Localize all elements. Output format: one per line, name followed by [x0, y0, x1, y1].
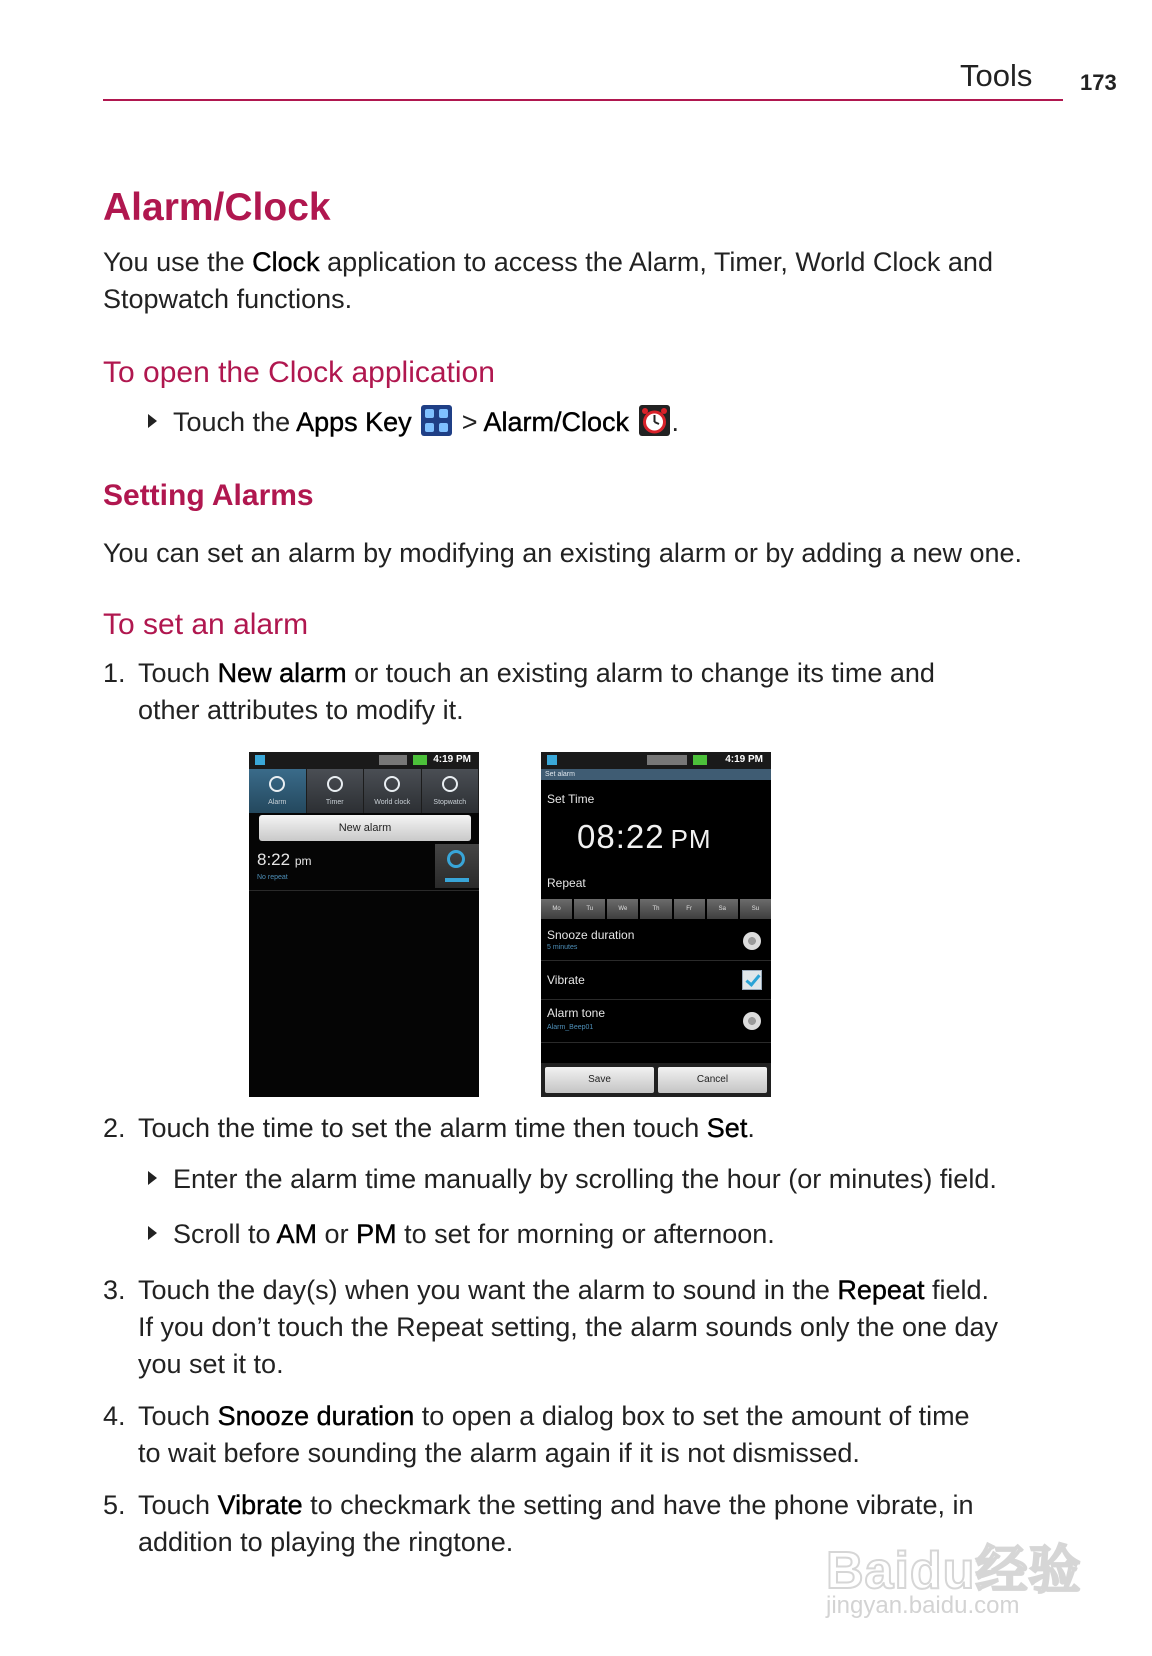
repeat-days [541, 899, 771, 919]
day-tue-button[interactable]: Tu [574, 899, 605, 919]
page-title: Alarm/Clock [103, 186, 331, 229]
bullet-triangle-icon [148, 414, 157, 428]
set-alarm-heading: To set an alarm [103, 608, 309, 641]
tab-timer[interactable]: Timer [307, 769, 365, 813]
new-alarm-button[interactable]: New alarm [259, 815, 471, 841]
step-2: 2. Touch the time to set the alarm time then touch Set. [103, 1113, 755, 1143]
step-2-bullet-b: Scroll to AM or PM to set for morning or afternoon. [148, 1219, 775, 1250]
open-clock-heading: To open the Clock application [103, 356, 495, 389]
page-number: 173 [1080, 70, 1117, 95]
running-header-section: Tools [960, 58, 1033, 93]
vibrate-checkbox[interactable] [742, 970, 762, 990]
alarm-tab-icon [269, 776, 285, 792]
clock-tabs [249, 769, 479, 813]
stopwatch-tab-icon [442, 776, 458, 792]
notification-icon-2 [547, 755, 557, 765]
alarm-toggle[interactable] [435, 844, 479, 888]
step-4: 4. Touch Snooze duration to open a dialog box to set the amount of time to wait before sounding the alarm again if it is not dismissed. [103, 1401, 970, 1468]
alarm-time: 8:22 pm [257, 850, 312, 869]
tab-stopwatch[interactable]: Stopwatch [422, 769, 480, 813]
alarm-clock-icon [639, 405, 670, 436]
step-2-bullet-a: Enter the alarm time manually by scrolling the hour (or minutes) field. [148, 1164, 997, 1195]
notification-icon [255, 755, 265, 765]
set-time-value[interactable]: 08:22 PM [577, 818, 712, 855]
timer-tab-icon [327, 776, 343, 792]
alarm-repeat: No repeat [257, 874, 288, 881]
header-rule [103, 99, 1063, 101]
alarm-on-icon [447, 850, 465, 868]
battery-icon [413, 755, 427, 765]
set-alarm-header: Set alarm [541, 769, 771, 780]
setting-alarms-heading: Setting Alarms [103, 479, 314, 512]
status-bar-2 [541, 752, 771, 769]
day-wed-button[interactable]: We [607, 899, 638, 919]
vibrate-row[interactable]: Vibrate [541, 961, 771, 1000]
day-fri-button[interactable]: Fr [674, 899, 705, 919]
signal-icon [379, 755, 407, 765]
watermark-logo: Baidu经验 [826, 1542, 1082, 1600]
dialog-buttons [541, 1063, 771, 1097]
save-button[interactable]: Save [545, 1067, 654, 1093]
battery-icon-2 [693, 755, 707, 765]
cancel-button[interactable]: Cancel [658, 1067, 767, 1093]
set-alarm-screenshot [541, 752, 771, 1097]
snooze-dropdown-icon [743, 932, 761, 950]
intro-paragraph: You use the Clock application to access the Alarm, Timer, World Clock and Stopwatch functions. [103, 247, 993, 314]
setting-alarms-text: You can set an alarm by modifying an existing alarm or by adding a new one. [103, 538, 1023, 568]
alarm-list-screenshot [249, 752, 479, 1097]
watermark-url: jingyan.baidu.com [826, 1592, 1020, 1619]
alarm-list-item[interactable] [249, 844, 479, 891]
tab-world-clock[interactable]: World clock [364, 769, 422, 813]
status-time-2: 4:19 PM [725, 754, 763, 765]
day-sat-button[interactable]: Sa [707, 899, 738, 919]
alarm-tone-row[interactable]: Alarm tone Alarm_Beep01 [541, 1000, 771, 1043]
snooze-row[interactable]: Snooze duration 5 minutes [541, 922, 771, 961]
step-1: 1. Touch New alarm or touch an existing alarm to change its time and other attributes to modify it. [103, 658, 935, 725]
day-sun-button[interactable]: Su [740, 899, 771, 919]
status-time: 4:19 PM [433, 754, 471, 765]
apps-key-icon [421, 405, 452, 436]
tone-dropdown-icon [743, 1012, 761, 1030]
status-bar [249, 752, 479, 769]
alarm-on-indicator [445, 878, 469, 882]
bullet-triangle-icon [148, 1226, 157, 1240]
day-mon-button[interactable]: Mo [541, 899, 572, 919]
open-clock-step: Touch the Apps Key > Alarm/Clock . [148, 405, 679, 438]
step-5: 5. Touch Vibrate to checkmark the setting and have the phone vibrate, in addition to playing the ringtone. [103, 1490, 974, 1557]
set-time-label: Set Time [547, 792, 595, 806]
bullet-triangle-icon [148, 1171, 157, 1185]
tab-alarm[interactable]: Alarm [249, 769, 307, 813]
signal-icon-2 [647, 755, 687, 765]
day-thu-button[interactable]: Th [640, 899, 671, 919]
globe-tab-icon [384, 776, 400, 792]
step-3: 3. Touch the day(s) when you want the alarm to sound in the Repeat field. If you don’t touch the Repeat setting, the alarm sounds only the one day you set it to. [103, 1275, 999, 1379]
repeat-label: Repeat [547, 876, 586, 890]
